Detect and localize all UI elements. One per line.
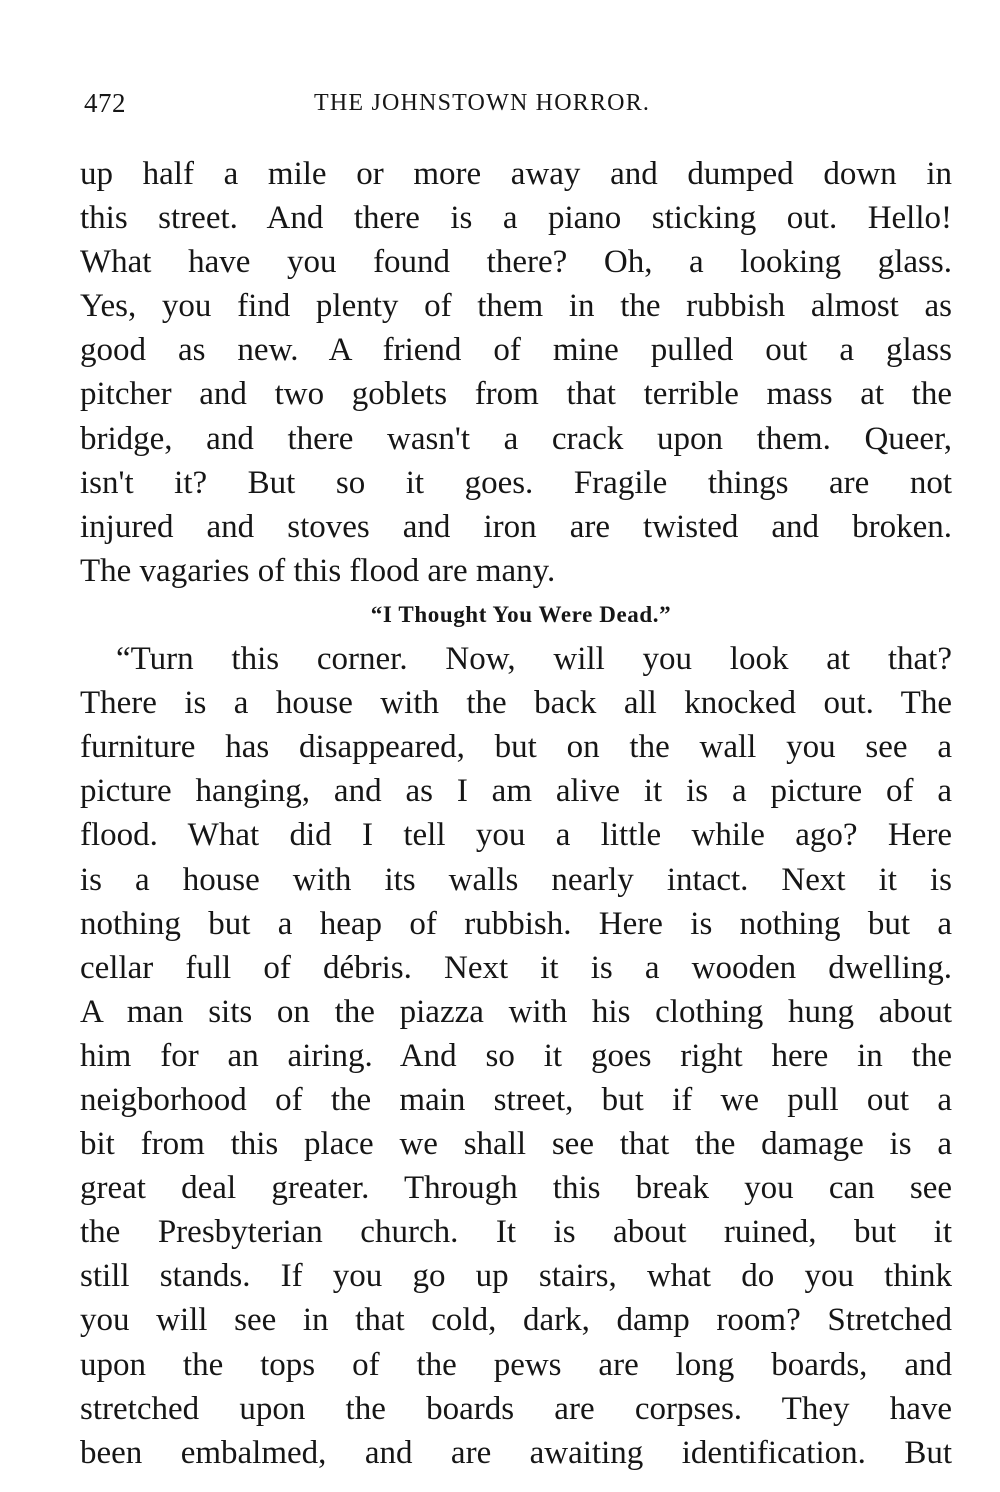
text-line: pitcher and two goblets from that terrible mass at the (80, 376, 952, 413)
text-line: furniture has disappeared, but on the wall you see a (80, 729, 952, 766)
body-text (80, 152, 952, 1475)
running-title: THE JOHNSTOWN HORROR. (314, 90, 651, 116)
text-line: you will see in that cold, dark, damp room? Stretched (80, 1302, 952, 1339)
text-line: neigborhood of the main street, but if we pull out a (80, 1081, 952, 1118)
text-line: “Turn this corner. Now, will you look at that? (116, 641, 952, 678)
paragraph-2 (80, 637, 952, 1475)
page-header (84, 88, 950, 128)
text-line: bit from this place we shall see that the damage is a (80, 1126, 952, 1163)
text-line: isn't it? But so it goes. Fragile things are not (80, 464, 952, 501)
text-line: nothing but a heap of rubbish. Here is nothing but a (80, 905, 952, 942)
page-number: 472 (84, 88, 126, 118)
text-line: A man sits on the piazza with his clothing hung about (80, 993, 952, 1030)
text-line: upon the tops of the pews are long boards, and (80, 1346, 952, 1383)
text-line: great deal greater. Through this break you can see (80, 1170, 952, 1207)
text-line: up half a mile or more away and dumped down in (80, 156, 952, 192)
text-line: is a house with its walls nearly intact. Next it is (80, 861, 952, 898)
text-line: injured and stoves and iron are twisted and broken. (80, 508, 952, 545)
text-line: been embalmed, and are awaiting identification. But (80, 1434, 952, 1471)
text-line: flood. What did I tell you a little while ago? Here (80, 817, 952, 854)
text-line: bridge, and there wasn't a crack upon them. Queer, (80, 420, 952, 457)
text-line: the Presbyterian church. It is about ruined, but it (80, 1214, 952, 1251)
text-line: What have you found there? Oh, a looking glass. (80, 244, 952, 281)
paragraph-1 (80, 152, 952, 593)
section-subheading: “I Thought You Were Dead.” (370, 601, 672, 627)
text-line: cellar full of débris. Next it is a wooden dwelling. (80, 949, 952, 986)
text-line: There is a house with the back all knocked out. The (80, 685, 952, 722)
text-line: good as new. A friend of mine pulled out a glass (80, 332, 952, 369)
text-line: Yes, you find plenty of them in the rubbish almost as (80, 288, 952, 325)
text-line: still stands. If you go up stairs, what do you think (80, 1258, 952, 1295)
text-line: stretched upon the boards are corpses. They have (80, 1390, 952, 1427)
text-line: him for an airing. And so it goes right here in the (80, 1037, 952, 1074)
text-line: picture hanging, and as I am alive it is a picture of a (80, 773, 952, 810)
text-line: The vagaries of this flood are many. (80, 552, 556, 589)
text-line: this street. And there is a piano sticking out. Hello! (80, 200, 952, 237)
